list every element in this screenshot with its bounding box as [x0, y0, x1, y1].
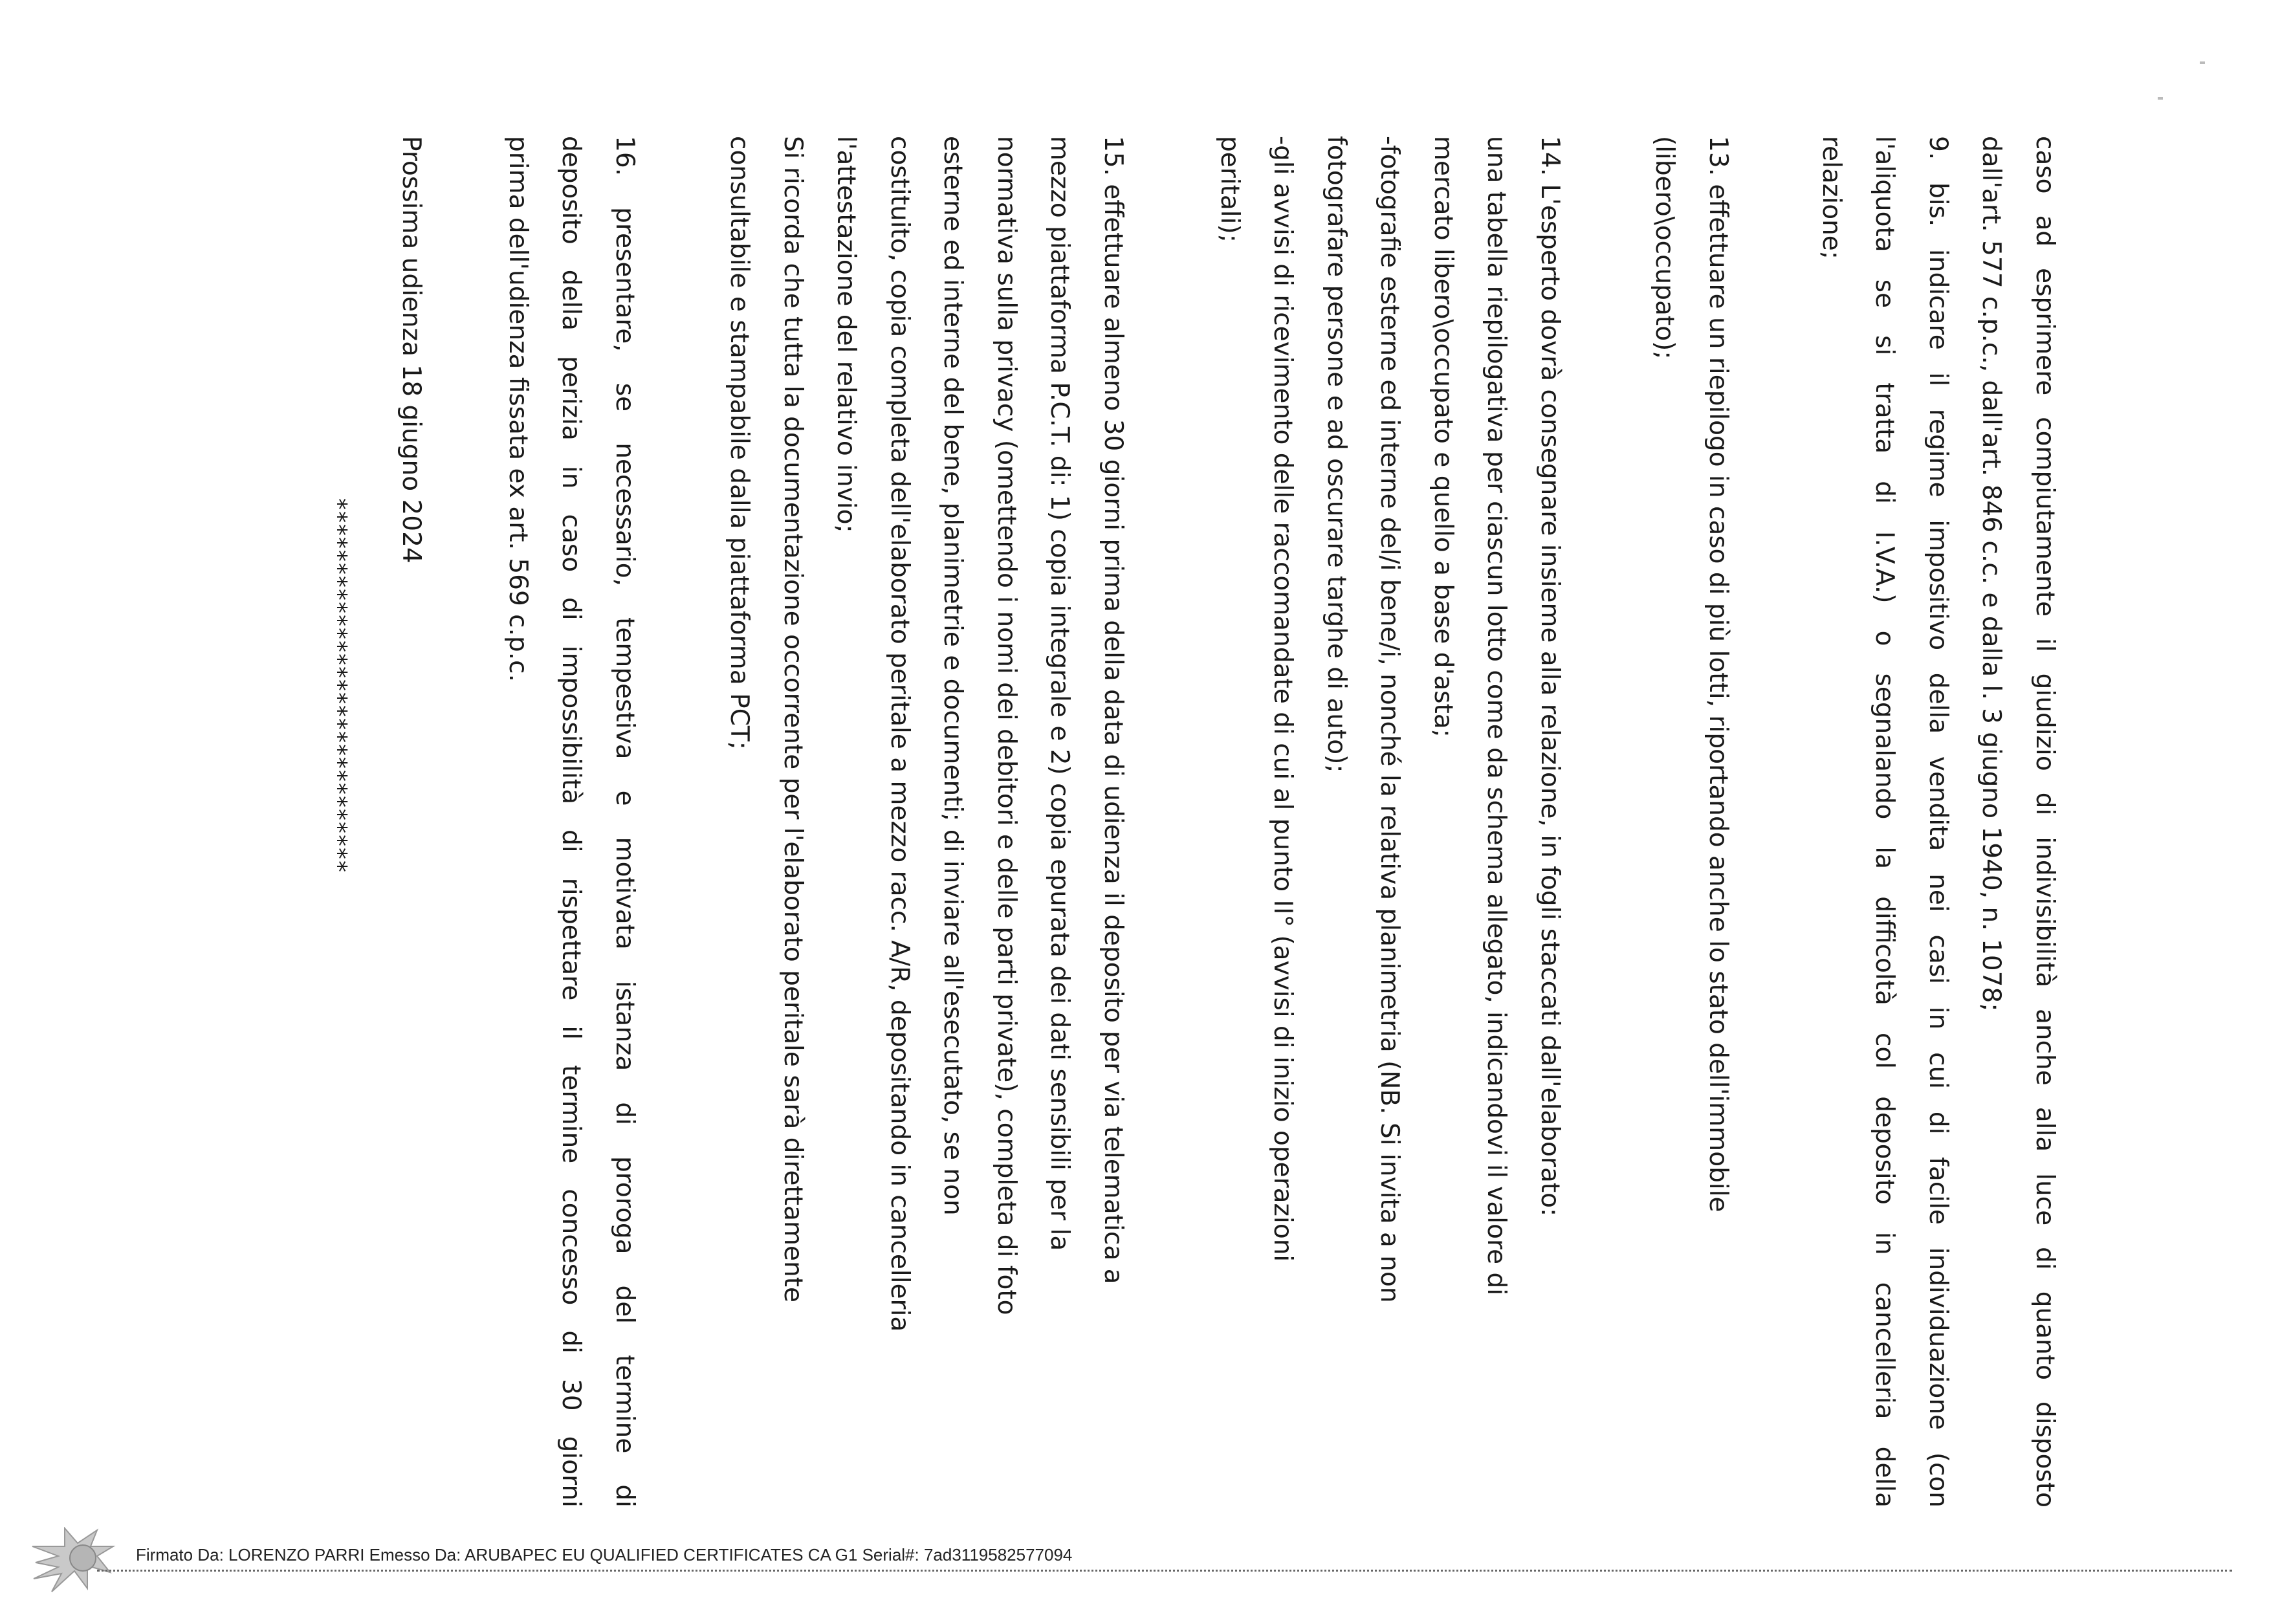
- text-line: esterne ed interne del bene, planimetrie e documenti; di inviare all'esecutato, se non: [938, 136, 967, 1216]
- text-line: una tabella riepilogativa per ciascun lotto come da schema allegato, indicandovi il valore di: [1482, 136, 1511, 1296]
- scan-mark: [2200, 61, 2205, 64]
- text-line: Si ricorda che tutta la documentazione occorrente per l'elaborato peritale sarà direttamente: [778, 136, 807, 1302]
- text-line: deposito della perizia in caso di impossibilità di rispettare il termine concesso di 30 giorni: [556, 136, 586, 1508]
- section-15-line: 15. effettuare almeno 30 giorni prima della data di udienza il deposito per via telematica a: [1099, 136, 1128, 1284]
- text-line: -gli avvisi di ricevimento delle raccomandate di cui al punto II° (avvisi di inizio operazioni: [1268, 136, 1297, 1262]
- text-line: relazione;: [1817, 136, 1846, 259]
- signature-divider: [97, 1570, 2232, 1572]
- signature-footer: [0, 1540, 2269, 1592]
- text-line: fotografare persone e ad oscurare targhe di auto);: [1322, 136, 1351, 773]
- text-line: mercato libero\occupato e quello a base d'asta;: [1429, 136, 1458, 738]
- text-line: l'attestazione del relativo invio;: [831, 136, 860, 533]
- section-16-line: 16. presentare, se necessario, tempestiva e motivata istanza di proroga del termine di: [610, 136, 639, 1508]
- rotated-document-page: [311, 136, 2057, 1624]
- text-line: caso ad esprimere compiutamente il giudizio di indivisibilità anche alla luce di quanto disposto: [2030, 136, 2059, 1508]
- text-line: l'aliquota se si tratta di I.V.A.) o segnalando la difficoltà col deposito in cancelleria della: [1870, 136, 1899, 1508]
- text-line: peritali);: [1215, 136, 1244, 243]
- text-line: -fotografie esterne ed interne del/i bene/i, nonché la relativa planimetria (NB. Si invita a non: [1375, 136, 1404, 1303]
- signature-seal-icon: [26, 1527, 116, 1598]
- text-line: dall'art. 577 c.p.c., dall'art. 846 c.c. e dalla l. 3 giugno 1940, n. 1078;: [1977, 136, 2006, 1012]
- text-line: mezzo piattaforma P.C.T. di: 1) copia integrale e 2) copia epurata dei dati sensibili per la: [1045, 136, 1074, 1251]
- section-14-line: 14. L'esperto dovrà consegnare insieme alla relazione, in fogli staccati dall'elaborato:: [1535, 136, 1564, 1217]
- next-hearing-date: Prossima udienza 18 giugno 2024: [397, 136, 426, 564]
- text-line: 9. bis. indicare il regime impositivo della vendita nei casi in cui di facile individuazione (con: [1924, 136, 1953, 1508]
- scan-mark: [2158, 97, 2163, 100]
- text-line: (libero\occupato);: [1650, 136, 1679, 360]
- closing-asterisks: *****************************: [325, 498, 351, 873]
- text-line: consultabile e stampabile dalla piattaforma PCT;: [725, 136, 754, 750]
- text-line: costituito, copia completa dell'elaborato peritale a mezzo racc. A/R, depositando in cancelleria: [885, 136, 914, 1332]
- text-line: normativa sulla privacy (omettendo i nomi dei debitori e delle parti private), completa di foto: [992, 136, 1021, 1315]
- section-13-line: 13. effettuare un riepilogo in caso di più lotti, riportando anche lo stato dell'immobile: [1704, 136, 1733, 1213]
- text-line: prima dell'udienza fissata ex art. 569 c.p.c.: [503, 136, 532, 683]
- digital-signature-text: Firmato Da: LORENZO PARRI Emesso Da: ARUBAPEC EU QUALIFIED CERTIFICATES CA G1 Serial#: 7ad3119582577094: [136, 1545, 1073, 1564]
